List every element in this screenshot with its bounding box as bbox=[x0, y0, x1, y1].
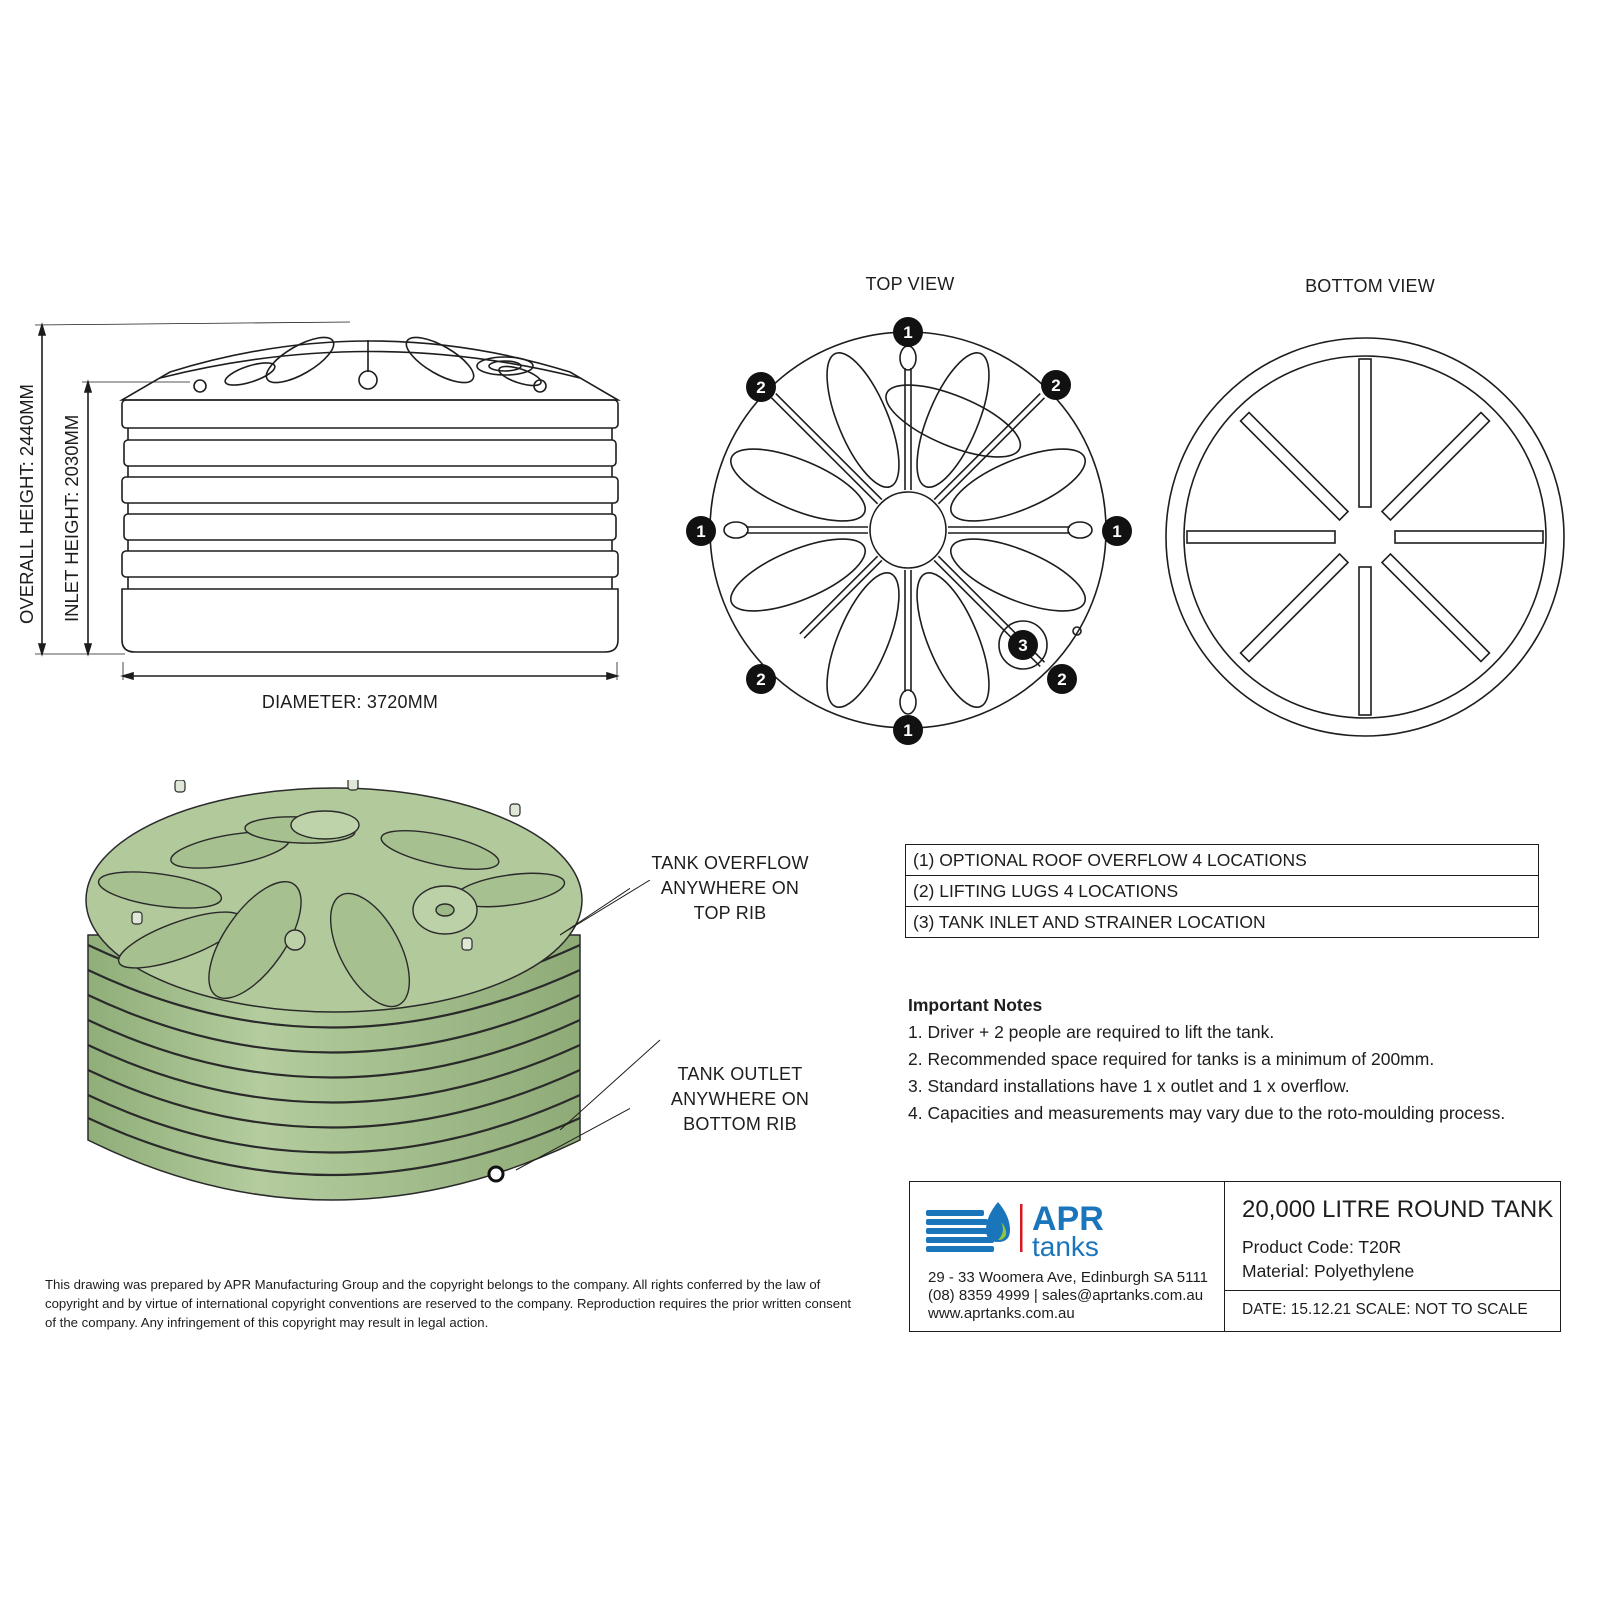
bottom-view-title: BOTTOM VIEW bbox=[1305, 276, 1435, 296]
marker-layer bbox=[680, 310, 1140, 750]
overflow-line-3: TOP RIB bbox=[693, 903, 767, 923]
material: Material: Polyethylene bbox=[1242, 1261, 1415, 1281]
marker-3-inlet-label: 3 bbox=[1018, 636, 1028, 655]
date-scale: DATE: 15.12.21 SCALE: NOT TO SCALE bbox=[1242, 1301, 1528, 1318]
company-address: 29 - 33 Woomera Ave, Edinburgh SA 5111 bbox=[928, 1269, 1208, 1286]
overall-height-label: OVERALL HEIGHT: 2440MM bbox=[16, 384, 37, 624]
title-block-company bbox=[910, 1182, 1225, 1331]
marker-1-bottom-label: 1 bbox=[903, 721, 913, 740]
bottom-view-drawing bbox=[1158, 330, 1572, 744]
marker-1-left-label: 1 bbox=[696, 522, 706, 541]
marker-2-bottom-left-label: 2 bbox=[756, 670, 766, 689]
outlet-callout bbox=[640, 1062, 840, 1137]
apr-tanks-logo bbox=[926, 1198, 1216, 1260]
brand-apr: APR bbox=[1032, 1200, 1104, 1238]
company-website: www.aprtanks.com.au bbox=[928, 1305, 1075, 1322]
outlet-line-1: TANK OUTLET bbox=[677, 1064, 803, 1084]
marker-1-right-label: 1 bbox=[1112, 522, 1122, 541]
important-notes bbox=[908, 992, 1505, 1127]
brand-tanks: tanks bbox=[1032, 1231, 1099, 1260]
overflow-line-2: ANYWHERE ON bbox=[660, 878, 800, 898]
overflow-callout bbox=[630, 851, 830, 926]
diameter-label: DIAMETER: 3720MM bbox=[261, 692, 439, 712]
marker-2-top-right-label: 2 bbox=[1051, 376, 1061, 395]
drawing-title: 20,000 LITRE ROUND TANK bbox=[1242, 1196, 1554, 1223]
outlet-line-2: ANYWHERE ON bbox=[670, 1089, 810, 1109]
legend-row-1: (1) OPTIONAL ROOF OVERFLOW 4 LOCATIONS bbox=[906, 845, 1538, 876]
title-block-divider bbox=[1225, 1290, 1560, 1291]
title-block bbox=[909, 1181, 1561, 1332]
overflow-line-1: TANK OVERFLOW bbox=[651, 853, 809, 873]
legend-row-3: (3) TANK INLET AND STRAINER LOCATION bbox=[913, 912, 1266, 932]
copyright-notice: This drawing was prepared by APR Manufacturing Group and the copyright belongs to the company. All rights conferred by the law of copyright and by virtue of international copyright conventions are reserved to the company. Reproduction requires the prior written consent of the company. Any infringement of this copyright may result in legal action. bbox=[45, 1277, 852, 1330]
company-contact bbox=[928, 1269, 1208, 1323]
note-item: 4. Capacities and measurements may vary due to the roto-moulding process. bbox=[908, 1103, 1506, 1123]
notes-heading: Important Notes bbox=[908, 995, 1043, 1015]
company-phone-email: (08) 8359 4999 | sales@aprtanks.com.au bbox=[928, 1287, 1204, 1304]
tank-3d-render bbox=[70, 780, 630, 1240]
legend-row-2: (2) LIFTING LUGS 4 LOCATIONS bbox=[906, 876, 1538, 907]
side-view-drawing bbox=[0, 0, 660, 680]
top-view-title: TOP VIEW bbox=[865, 274, 955, 294]
title-block-product bbox=[1225, 1182, 1560, 1331]
marker-2-bottom-right-label: 2 bbox=[1057, 670, 1067, 689]
marker-2-top-left-label: 2 bbox=[756, 378, 766, 397]
inlet-height-label: INLET HEIGHT: 2030MM bbox=[61, 414, 82, 622]
outlet-line-3: BOTTOM RIB bbox=[683, 1114, 797, 1134]
note-item: 1. Driver + 2 people are required to lift the tank. bbox=[908, 1022, 1275, 1042]
product-code: Product Code: T20R bbox=[1242, 1237, 1402, 1257]
note-item: 3. Standard installations have 1 x outlet and 1 x overflow. bbox=[908, 1076, 1350, 1096]
legend-table bbox=[905, 844, 1539, 938]
marker-1-top-label: 1 bbox=[903, 323, 913, 342]
note-item: 2. Recommended space required for tanks is a minimum of 200mm. bbox=[908, 1049, 1435, 1069]
